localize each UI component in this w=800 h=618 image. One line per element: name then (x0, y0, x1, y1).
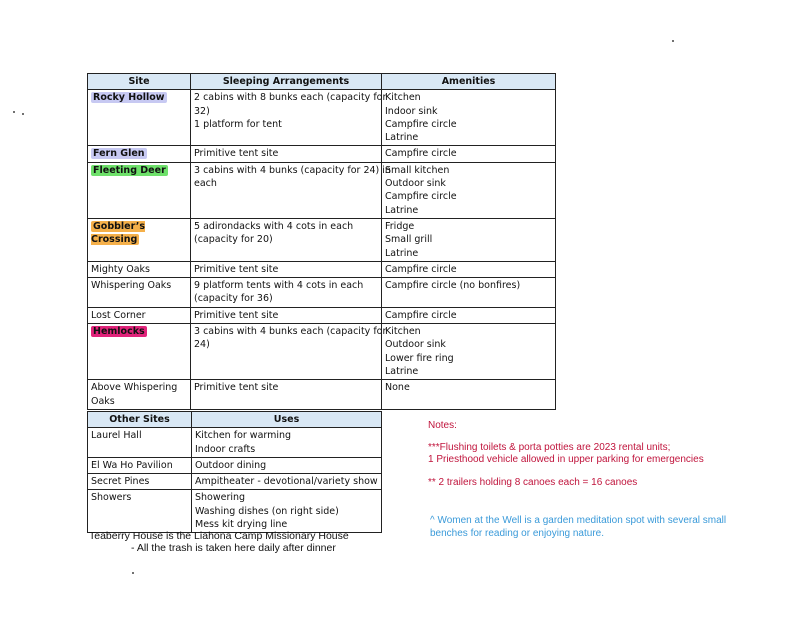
amenities-cell-line: Indoor sink (385, 105, 438, 117)
site-name-cell (88, 324, 191, 380)
footer-trash-note: - All the trash is taken here daily after dinner (131, 542, 336, 554)
sleeping-arrangements-cell-line: each (194, 178, 217, 190)
header-uses: Uses (192, 412, 382, 428)
amenities-cell-line: Kitchen (385, 92, 421, 104)
header-amenities: Amenities (382, 74, 556, 90)
note-women-at-the-well: ^ Women at the Well is a garden meditation spot with several small benches for reading or enjoying nature. (430, 515, 727, 539)
scan-speck (13, 111, 15, 113)
sites-table (87, 73, 556, 410)
site-row (88, 380, 556, 410)
site-row (88, 261, 556, 277)
amenities-cell (382, 278, 556, 308)
amenities-cell-line: Latrine (385, 247, 419, 259)
sleeping-arrangements-cell (191, 146, 382, 162)
sleeping-arrangements-cell-line: Primitive tent site (194, 263, 279, 275)
amenities-cell (382, 380, 556, 410)
site-row (88, 324, 556, 380)
site-name-cell (88, 380, 191, 410)
amenities-cell-line: Campfire circle (385, 118, 457, 130)
sleeping-arrangements-cell-line: 5 adirondacks with 4 cots in each (194, 220, 354, 232)
other-site-row (88, 428, 382, 458)
sleeping-arrangements-cell-line: 3 cabins with 4 bunks each (capacity for (194, 326, 387, 338)
sleeping-arrangements-cell (191, 324, 387, 380)
amenities-cell (382, 261, 556, 277)
header-site: Site (88, 74, 191, 90)
sleeping-arrangements-cell-line: (capacity for 20) (194, 234, 273, 246)
sleeping-arrangements-cell (191, 278, 382, 308)
site-row (88, 162, 556, 218)
uses-cell-line: Ampitheater - devotional/variety show (195, 476, 378, 488)
sites-header-row (88, 74, 556, 90)
site-name-cell (88, 162, 191, 218)
other-site-name: Showers (88, 490, 192, 533)
sleeping-arrangements-cell (191, 218, 382, 261)
sleeping-arrangements-cell-line: 9 platform tents with 4 cots in each (194, 280, 364, 292)
uses-cell (192, 457, 382, 473)
amenities-cell-line: Latrine (385, 204, 419, 216)
notes-title: Notes: (428, 420, 457, 431)
note-priesthood-vehicle: 1 Priesthood vehicle allowed in upper parking for emergencies (428, 454, 704, 465)
site-name: Rocky Hollow (93, 92, 165, 104)
amenities-cell (382, 307, 556, 323)
amenities-cell (382, 218, 556, 261)
amenities-cell-line: Campfire circle (385, 263, 457, 275)
note-flushing-toilets: ***Flushing toilets & porta potties are 2023 rental units; (428, 442, 671, 453)
sleeping-arrangements-cell-line: 24) (194, 339, 210, 351)
site-name: Gobbler’s Crossing (91, 220, 145, 246)
sleeping-arrangements-cell-line: Primitive tent site (194, 382, 279, 394)
site-name-cell (88, 307, 191, 323)
other-header-row (88, 412, 382, 428)
uses-cell (192, 490, 382, 533)
site-row (88, 146, 556, 162)
amenities-cell-line: Outdoor sink (385, 178, 446, 190)
uses-cell-line: Outdoor dining (195, 459, 267, 471)
site-name: Mighty Oaks (91, 263, 151, 275)
sleeping-arrangements-cell-line: 3 cabins with 4 bunks (capacity for 24) in (194, 164, 391, 176)
other-site-row (88, 490, 382, 533)
amenities-cell-line: Latrine (385, 132, 419, 144)
uses-cell-line: Washing dishes (on right side) (195, 505, 339, 517)
site-name: Lost Corner (91, 309, 146, 321)
sleeping-arrangements-cell (191, 307, 382, 323)
other-site-row (88, 474, 382, 490)
amenities-cell (382, 324, 556, 380)
site-name: Fleeting Deer (93, 164, 166, 176)
amenities-cell-line: Fridge (385, 220, 415, 232)
amenities-cell-line: Campfire circle (385, 309, 457, 321)
amenities-cell (382, 146, 556, 162)
amenities-cell-line: Lower fire ring (385, 352, 454, 364)
site-row (88, 278, 556, 308)
site-name-cell (88, 146, 191, 162)
amenities-cell-line: Small kitchen (385, 164, 450, 176)
other-site-row (88, 457, 382, 473)
other-site-name: Secret Pines (88, 474, 192, 490)
amenities-cell-line: Latrine (385, 365, 419, 377)
site-name-cell (88, 278, 191, 308)
amenities-cell-line: Campfire circle (385, 191, 457, 203)
sleeping-arrangements-cell-line: Primitive tent site (194, 309, 279, 321)
uses-cell (192, 428, 382, 458)
amenities-cell (382, 90, 556, 146)
site-name-cell (88, 218, 191, 261)
site-name: Above Whispering Oaks (91, 382, 178, 407)
site-name-cell (88, 90, 191, 146)
uses-cell-line: Showering (195, 492, 246, 504)
other-sites-table (87, 411, 382, 533)
sleeping-arrangements-cell-line: Primitive tent site (194, 148, 279, 160)
note-canoes: ** 2 trailers holding 8 canoes each = 16 canoes (428, 477, 638, 488)
sleeping-arrangements-cell (191, 162, 391, 218)
scan-speck (132, 572, 134, 574)
other-site-name: Laurel Hall (88, 428, 192, 458)
scan-speck (672, 40, 674, 42)
scan-speck (22, 113, 24, 115)
footer-teaberry-house: Teaberry House is the Liahona Camp Missionary House (89, 530, 349, 542)
amenities-cell-line: Small grill (385, 234, 433, 246)
uses-cell (192, 474, 382, 490)
amenities-cell-line: Campfire circle (no bonfires) (385, 280, 521, 292)
site-row (88, 90, 556, 146)
sleeping-arrangements-cell (191, 90, 387, 146)
sleeping-arrangements-cell-line: 32) (194, 105, 210, 117)
amenities-cell-line: None (385, 382, 410, 394)
site-name: Whispering Oaks (91, 280, 172, 292)
amenities-cell-line: Campfire circle (385, 148, 457, 160)
uses-cell-line: Kitchen for warming (195, 430, 292, 442)
site-row (88, 307, 556, 323)
header-other-sites: Other Sites (88, 412, 192, 428)
site-row (88, 218, 556, 261)
amenities-cell-line: Outdoor sink (385, 339, 446, 351)
sleeping-arrangements-cell-line: (capacity for 36) (194, 293, 273, 305)
sleeping-arrangements-cell (191, 261, 382, 277)
uses-cell-line: Indoor crafts (195, 443, 256, 455)
sleeping-arrangements-cell (191, 380, 382, 410)
site-name: Hemlocks (93, 326, 145, 338)
uses-cell-line: Mess kit drying line (195, 519, 288, 531)
other-site-name: El Wa Ho Pavilion (88, 457, 192, 473)
amenities-cell-line: Kitchen (385, 326, 421, 338)
site-name: Fern Glen (93, 148, 145, 160)
header-sleeping: Sleeping Arrangements (191, 74, 382, 90)
amenities-cell (382, 162, 556, 218)
sleeping-arrangements-cell-line: 2 cabins with 8 bunks each (capacity for (194, 92, 387, 104)
sleeping-arrangements-cell-line: 1 platform for tent (194, 118, 282, 130)
site-name-cell (88, 261, 191, 277)
